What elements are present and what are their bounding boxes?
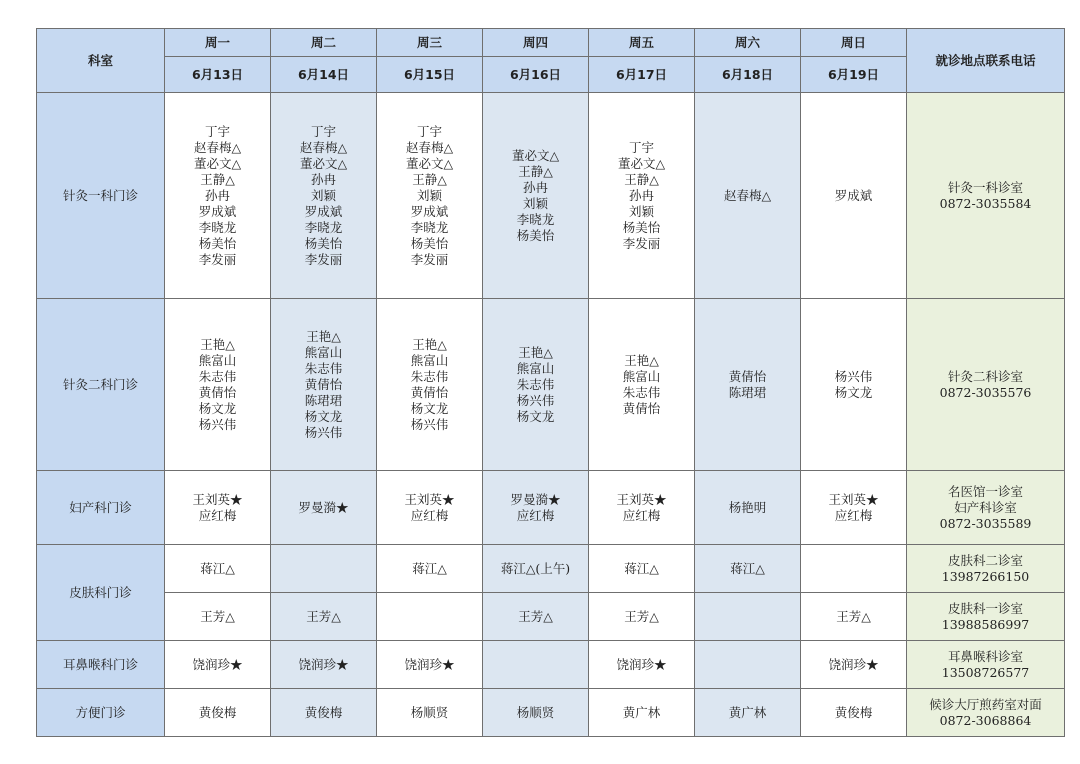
doctor-name: 李发丽 — [622, 235, 661, 251]
doctor-name: 杨兴伟 — [834, 368, 873, 384]
doctor-name: 董必文△ — [299, 155, 348, 171]
date-header-thu: 6月16日 — [483, 57, 589, 93]
doctor-name: 朱志伟 — [516, 376, 555, 392]
schedule-cell-sat — [695, 641, 801, 689]
schedule-cell-thu — [483, 545, 589, 593]
location-label: 针灸二科诊室 — [947, 368, 1023, 384]
contact-cell — [907, 641, 1065, 689]
contact-cell — [907, 471, 1065, 545]
doctor-name: 杨美怡 — [516, 227, 555, 243]
schedule-cell-mon — [165, 471, 271, 545]
schedule-cell-sun — [801, 93, 907, 299]
doctor-name: 李发丽 — [198, 251, 237, 267]
location-label: 皮肤科一诊室 — [947, 600, 1023, 616]
schedule-cell-wed — [377, 299, 483, 471]
location-label: 耳鼻喉科诊室 — [947, 648, 1023, 664]
doctor-name: 王芳△ — [518, 608, 553, 624]
location-label: 名医馆一诊室 — [947, 483, 1023, 499]
contact-header: 就诊地点联系电话 — [907, 29, 1065, 93]
doctor-name: 应红梅 — [516, 507, 555, 523]
schedule-cell-wed — [377, 689, 483, 737]
doctor-name: 黄广林 — [622, 704, 661, 720]
doctor-name: 熊富山 — [198, 352, 237, 368]
doctor-name: 罗成斌 — [410, 203, 449, 219]
doctor-name: 王静△ — [412, 171, 447, 187]
doctor-name: 杨兴伟 — [304, 424, 343, 440]
doctor-name: 罗成斌 — [198, 203, 237, 219]
schedule-cell-tue — [271, 545, 377, 593]
doctor-name: 赵春梅△ — [299, 139, 348, 155]
schedule-row — [37, 93, 1065, 299]
schedule-row — [37, 641, 1065, 689]
doctor-name: 赵春梅△ — [723, 187, 772, 203]
doctor-name: 王刘英★ — [828, 491, 879, 507]
doctor-name: 黄俊梅 — [198, 704, 237, 720]
schedule-cell-fri — [589, 299, 695, 471]
doctor-name: 孙冉 — [522, 179, 548, 195]
doctor-name: 蒋江△ — [730, 560, 765, 576]
date-header-sun: 6月19日 — [801, 57, 907, 93]
doctor-name: 杨兴伟 — [516, 392, 555, 408]
dept-name: 耳鼻喉科门诊 — [37, 641, 165, 689]
schedule-cell-thu — [483, 93, 589, 299]
contact-cell — [907, 93, 1065, 299]
doctor-name: 李晓龙 — [410, 219, 449, 235]
phone-number: 13987266150 — [941, 568, 1030, 584]
schedule-cell-mon — [165, 641, 271, 689]
doctor-name: 杨美怡 — [304, 235, 343, 251]
doctor-name: 杨顺贤 — [410, 704, 449, 720]
schedule-cell-mon — [165, 689, 271, 737]
doctor-name: 丁宇 — [204, 123, 230, 139]
doctor-name: 王芳△ — [306, 608, 341, 624]
day-header-fri: 周五 — [589, 29, 695, 57]
schedule-cell-mon — [165, 593, 271, 641]
date-header-mon: 6月13日 — [165, 57, 271, 93]
doctor-name: 李发丽 — [410, 251, 449, 267]
doctor-name: 丁宇 — [628, 139, 654, 155]
day-header-thu: 周四 — [483, 29, 589, 57]
schedule-row — [37, 689, 1065, 737]
date-header-fri: 6月17日 — [589, 57, 695, 93]
schedule-cell-mon — [165, 545, 271, 593]
doctor-name: 王刘英★ — [192, 491, 243, 507]
doctor-name: 董必文△ — [193, 155, 242, 171]
doctor-name: 丁宇 — [416, 123, 442, 139]
doctor-name: 王艳△ — [412, 336, 447, 352]
schedule-cell-sat — [695, 545, 801, 593]
doctor-name: 黄俊梅 — [304, 704, 343, 720]
doctor-name: 王静△ — [518, 163, 553, 179]
schedule-cell-fri — [589, 545, 695, 593]
doctor-name: 熊富山 — [622, 368, 661, 384]
doctor-name: 董必文△ — [405, 155, 454, 171]
schedule-cell-wed — [377, 93, 483, 299]
doctor-name: 黄倩怡 — [304, 376, 343, 392]
doctor-name: 王芳△ — [836, 608, 871, 624]
schedule-cell-sun — [801, 689, 907, 737]
day-header-sat: 周六 — [695, 29, 801, 57]
doctor-name: 李晓龙 — [198, 219, 237, 235]
schedule-cell-wed — [377, 641, 483, 689]
contact-cell — [907, 593, 1065, 641]
date-header-sat: 6月18日 — [695, 57, 801, 93]
doctor-name: 王艳△ — [306, 328, 341, 344]
doctor-name: 王静△ — [200, 171, 235, 187]
phone-number: 13988586997 — [941, 616, 1030, 632]
doctor-name: 朱志伟 — [410, 368, 449, 384]
doctor-name: 李晓龙 — [304, 219, 343, 235]
doctor-name: 黄广林 — [728, 704, 767, 720]
doctor-name: 王艳△ — [200, 336, 235, 352]
schedule-cell-wed — [377, 593, 483, 641]
doctor-name: 孙冉 — [204, 187, 230, 203]
doctor-name: 王刘英★ — [404, 491, 455, 507]
schedule-cell-fri — [589, 641, 695, 689]
doctor-name: 应红梅 — [834, 507, 873, 523]
doctor-name: 杨兴伟 — [198, 416, 237, 432]
contact-cell — [907, 299, 1065, 471]
doctor-name: 应红梅 — [410, 507, 449, 523]
phone-number: 0872-3035584 — [939, 195, 1032, 211]
doctor-name: 刘颖 — [628, 203, 654, 219]
location-label: 针灸一科诊室 — [947, 179, 1023, 195]
doctor-name: 罗曼漪★ — [510, 491, 561, 507]
schedule-cell-tue — [271, 689, 377, 737]
schedule-cell-sun — [801, 593, 907, 641]
doctor-name: 杨文龙 — [198, 400, 237, 416]
schedule-row — [37, 545, 1065, 593]
schedule-cell-sat — [695, 93, 801, 299]
doctor-name: 李发丽 — [304, 251, 343, 267]
location-label: 候诊大厅煎药室对面 — [929, 696, 1042, 712]
phone-number: 0872-3068864 — [939, 712, 1032, 728]
schedule-cell-thu — [483, 471, 589, 545]
schedule-row — [37, 299, 1065, 471]
doctor-name: 饶润珍★ — [404, 656, 455, 672]
doctor-name: 饶润珍★ — [616, 656, 667, 672]
schedule-cell-sun — [801, 641, 907, 689]
doctor-name: 黄倩怡 — [622, 400, 661, 416]
doctor-name: 黄倩怡 — [410, 384, 449, 400]
doctor-name: 杨兴伟 — [410, 416, 449, 432]
schedule-body — [37, 93, 1065, 737]
day-header-wed: 周三 — [377, 29, 483, 57]
dept-name: 针灸一科门诊 — [37, 93, 165, 299]
dept-name: 皮肤科门诊 — [37, 545, 165, 641]
doctor-name: 陈珺珺 — [304, 392, 343, 408]
schedule-cell-sat — [695, 593, 801, 641]
doctor-name: 赵春梅△ — [193, 139, 242, 155]
doctor-name: 蒋江△ — [624, 560, 659, 576]
doctor-name: 王静△ — [624, 171, 659, 187]
doctor-name: 董必文△ — [511, 147, 560, 163]
doctor-name: 王芳△ — [200, 608, 235, 624]
doctor-name: 杨文龙 — [410, 400, 449, 416]
dept-header: 科室 — [37, 29, 165, 93]
doctor-name: 罗曼漪★ — [298, 499, 349, 515]
schedule-cell-sun — [801, 299, 907, 471]
location-label: 皮肤科二诊室 — [947, 552, 1023, 568]
schedule-cell-tue — [271, 299, 377, 471]
doctor-name: 朱志伟 — [304, 360, 343, 376]
schedule-cell-sun — [801, 545, 907, 593]
schedule-table — [36, 28, 1065, 737]
doctor-name: 黄倩怡 — [198, 384, 237, 400]
day-header-tue: 周二 — [271, 29, 377, 57]
doctor-name: 杨顺贤 — [516, 704, 555, 720]
doctor-name: 朱志伟 — [198, 368, 237, 384]
location-label: 妇产科诊室 — [954, 499, 1017, 515]
doctor-name: 董必文△ — [617, 155, 666, 171]
date-header-tue: 6月14日 — [271, 57, 377, 93]
schedule-cell-fri — [589, 93, 695, 299]
phone-number: 13508726577 — [941, 664, 1030, 680]
schedule-cell-tue — [271, 471, 377, 545]
doctor-name: 蒋江△ — [200, 560, 235, 576]
doctor-name: 蒋江△(上午) — [500, 560, 571, 576]
schedule-cell-wed — [377, 545, 483, 593]
schedule-cell-thu — [483, 299, 589, 471]
dept-name: 方便门诊 — [37, 689, 165, 737]
doctor-name: 王刘英★ — [616, 491, 667, 507]
doctor-name: 黄倩怡 — [728, 368, 767, 384]
doctor-name: 李晓龙 — [516, 211, 555, 227]
doctor-name: 杨美怡 — [198, 235, 237, 251]
contact-cell — [907, 545, 1065, 593]
doctor-name: 应红梅 — [198, 507, 237, 523]
doctor-name: 罗成斌 — [834, 187, 873, 203]
doctor-name: 孙冉 — [628, 187, 654, 203]
schedule-cell-thu — [483, 641, 589, 689]
doctor-name: 熊富山 — [410, 352, 449, 368]
doctor-name: 应红梅 — [622, 507, 661, 523]
doctor-name: 饶润珍★ — [828, 656, 879, 672]
schedule-cell-sat — [695, 299, 801, 471]
doctor-name: 赵春梅△ — [405, 139, 454, 155]
schedule-cell-mon — [165, 299, 271, 471]
doctor-name: 杨美怡 — [410, 235, 449, 251]
schedule-row — [37, 471, 1065, 545]
schedule-cell-thu — [483, 593, 589, 641]
schedule-cell-sun — [801, 471, 907, 545]
doctor-name: 熊富山 — [304, 344, 343, 360]
doctor-name: 王艳△ — [518, 344, 553, 360]
phone-number: 0872-3035589 — [939, 515, 1032, 531]
schedule-cell-fri — [589, 471, 695, 545]
doctor-name: 刘颖 — [416, 187, 442, 203]
schedule-cell-mon — [165, 93, 271, 299]
doctor-name: 刘颖 — [310, 187, 336, 203]
schedule-cell-thu — [483, 689, 589, 737]
doctor-name: 饶润珍★ — [192, 656, 243, 672]
doctor-name: 朱志伟 — [622, 384, 661, 400]
schedule-cell-tue — [271, 641, 377, 689]
doctor-name: 熊富山 — [516, 360, 555, 376]
phone-number: 0872-3035576 — [939, 384, 1032, 400]
doctor-name: 杨文龙 — [304, 408, 343, 424]
schedule-cell-tue — [271, 593, 377, 641]
schedule-cell-tue — [271, 93, 377, 299]
doctor-name: 罗成斌 — [304, 203, 343, 219]
schedule-cell-sat — [695, 689, 801, 737]
doctor-name: 杨艳明 — [728, 499, 767, 515]
schedule-cell-sat — [695, 471, 801, 545]
day-header-mon: 周一 — [165, 29, 271, 57]
dept-name: 妇产科门诊 — [37, 471, 165, 545]
doctor-name: 饶润珍★ — [298, 656, 349, 672]
schedule-cell-fri — [589, 689, 695, 737]
day-header-sun: 周日 — [801, 29, 907, 57]
schedule-cell-fri — [589, 593, 695, 641]
doctor-name: 杨文龙 — [516, 408, 555, 424]
doctor-name: 孙冉 — [310, 171, 336, 187]
schedule-cell-wed — [377, 471, 483, 545]
doctor-name: 陈珺珺 — [728, 384, 767, 400]
doctor-name: 刘颖 — [522, 195, 548, 211]
doctor-name: 蒋江△ — [412, 560, 447, 576]
header-row-days — [37, 29, 1065, 57]
doctor-name: 丁宇 — [310, 123, 336, 139]
doctor-name: 王艳△ — [624, 352, 659, 368]
doctor-name: 黄俊梅 — [834, 704, 873, 720]
contact-cell — [907, 689, 1065, 737]
schedule-row — [37, 593, 1065, 641]
date-header-wed: 6月15日 — [377, 57, 483, 93]
doctor-name: 王芳△ — [624, 608, 659, 624]
doctor-name: 杨文龙 — [834, 384, 873, 400]
dept-name: 针灸二科门诊 — [37, 299, 165, 471]
doctor-name: 杨美怡 — [622, 219, 661, 235]
